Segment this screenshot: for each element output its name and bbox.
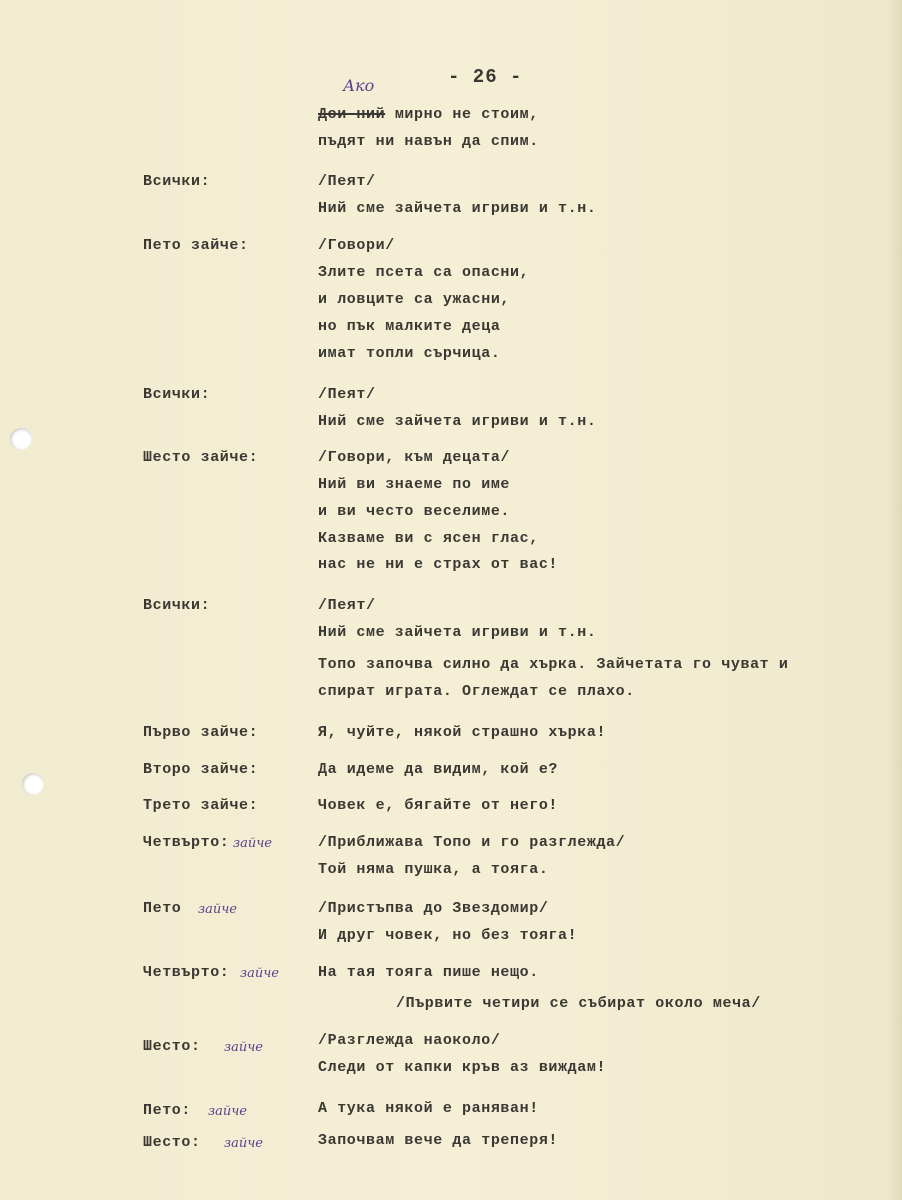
punch-hole (10, 428, 32, 450)
handwritten-annotation: зайче (198, 902, 237, 917)
script-line: Ний сме зайчета игриви и т.н. (318, 624, 597, 641)
script-line: Я, чуйте, някой страшно хърка! (318, 724, 607, 741)
script-line: Да идеме да видим, кой е? (318, 761, 559, 778)
script-line: и ви често веселиме. (318, 503, 511, 520)
stage-direction: /Пристъпва до Звездомир/ (318, 900, 549, 917)
script-line: Ний сме зайчета игриви и т.н. (318, 200, 597, 217)
speaker-label: Пето (143, 900, 182, 917)
speaker-label: Четвърто: (143, 834, 230, 851)
script-line: Ний сме зайчета игриви и т.н. (318, 413, 597, 430)
stage-direction: /Пеят/ (318, 597, 376, 614)
script-line: пъдят ни навън да спим. (318, 133, 539, 150)
page-edge-shadow (888, 0, 902, 1200)
speaker-label: Всички: (143, 386, 211, 403)
script-line: Злите псета са опасни, (318, 264, 530, 281)
stage-direction: /Приближава Топо и го разглежда/ (318, 834, 626, 851)
stage-direction: /Разглежда наоколо/ (318, 1032, 501, 1049)
script-line: Той няма пушка, а тояга. (318, 861, 549, 878)
handwritten-annotation: зайче (233, 836, 272, 851)
stage-direction: /Пеят/ (318, 386, 376, 403)
script-line (318, 106, 539, 123)
handwritten-annotation: Ако (343, 76, 375, 95)
script-line: И друг човек, но без тояга! (318, 927, 578, 944)
speaker-label: Първо зайче: (143, 724, 259, 741)
speaker-label: Трето зайче: (143, 797, 259, 814)
script-line: нас не ни е страх от вас! (318, 556, 559, 573)
stage-direction: /Говори, към децата/ (318, 449, 511, 466)
script-line: На тая тояга пише нещо. (318, 964, 539, 981)
script-line: Започвам вече да треперя! (318, 1132, 559, 1149)
speaker-label: Шесто: (143, 1134, 201, 1151)
script-line: Следи от капки кръв аз виждам! (318, 1059, 607, 1076)
stage-direction: спират играта. Оглеждат се плахо. (318, 683, 635, 700)
speaker-label: Всички: (143, 597, 211, 614)
script-line: А тука някой е раняван! (318, 1100, 539, 1117)
line-text: мирно не стоим, (385, 106, 539, 123)
page-number: - 26 - (448, 66, 523, 88)
speaker-label: Четвърто: (143, 964, 230, 981)
script-line: Казваме ви с ясен глас, (318, 530, 539, 547)
handwritten-annotation: зайче (224, 1136, 263, 1151)
script-line: Ний ви знаеме по име (318, 476, 511, 493)
stage-direction: /Първите четири се събират около меча/ (396, 995, 761, 1012)
handwritten-annotation: зайче (224, 1040, 263, 1055)
stage-direction: Топо започва силно да хърка. Зайчетата го чуват и (318, 656, 789, 673)
stage-direction: /Говори/ (318, 237, 395, 254)
struck-text: Дои ний (318, 106, 386, 123)
speaker-label: Шесто зайче: (143, 449, 259, 466)
handwritten-annotation: зайче (208, 1104, 247, 1119)
script-line: и ловците са ужасни, (318, 291, 511, 308)
speaker-label: Пето: (143, 1102, 192, 1119)
speaker-label: Второ зайче: (143, 761, 259, 778)
speaker-label: Всички: (143, 173, 211, 190)
script-line: но пък малките деца (318, 318, 501, 335)
script-line: Човек е, бягайте от него! (318, 797, 559, 814)
speaker-label: Пето зайче: (143, 237, 249, 254)
speaker-label: Шесто: (143, 1038, 201, 1055)
stage-direction: /Пеят/ (318, 173, 376, 190)
punch-hole (22, 773, 44, 795)
handwritten-annotation: зайче (240, 966, 279, 981)
script-line: имат топли сърчица. (318, 345, 501, 362)
